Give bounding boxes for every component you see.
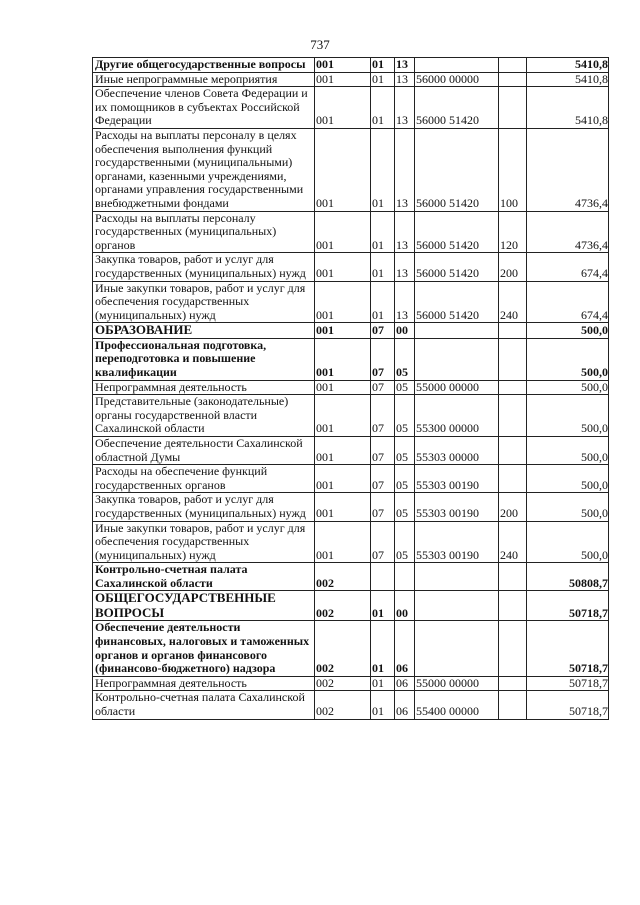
table-row [93, 58, 609, 73]
row-subsection-code: 06 [395, 621, 415, 676]
row-target-article-code: 56000 51420 [415, 128, 499, 211]
row-section-code: 01 [371, 211, 395, 253]
row-target-article-code: 56000 51420 [415, 253, 499, 281]
table-row [93, 211, 609, 253]
row-expense-type-code [499, 621, 527, 676]
table-row [93, 87, 609, 129]
row-expense-type-code [499, 676, 527, 691]
row-amount: 500,0 [527, 338, 609, 380]
row-target-article-code: 55400 00000 [415, 691, 499, 719]
row-target-article-code: 55303 00190 [415, 521, 499, 563]
row-amount: 50718,7 [527, 691, 609, 719]
row-ved-code: 002 [315, 691, 371, 719]
page-number: 737 [310, 37, 330, 52]
row-amount: 5410,8 [527, 87, 609, 129]
row-section-code: 07 [371, 338, 395, 380]
row-subsection-code [395, 563, 415, 591]
table-row [93, 621, 609, 676]
table-row [93, 676, 609, 691]
row-subsection-code: 05 [395, 338, 415, 380]
row-target-article-code: 56000 51420 [415, 87, 499, 129]
row-target-article-code [415, 591, 499, 621]
row-name: Обеспечение деятельности Сахалинской областной Думы [93, 436, 315, 464]
row-ved-code: 001 [315, 380, 371, 395]
row-expense-type-code: 200 [499, 253, 527, 281]
row-ved-code: 001 [315, 436, 371, 464]
table-row [93, 465, 609, 493]
row-expense-type-code [499, 563, 527, 591]
row-expense-type-code [499, 87, 527, 129]
row-name: Представительные (законодательные) органы государственной власти Сахалинской области [93, 395, 315, 437]
row-section-code: 01 [371, 621, 395, 676]
row-target-article-code [415, 621, 499, 676]
row-ved-code: 001 [315, 128, 371, 211]
table-row [93, 691, 609, 719]
row-ved-code: 001 [315, 338, 371, 380]
table-row [93, 338, 609, 380]
row-target-article-code [415, 58, 499, 73]
row-target-article-code: 56000 00000 [415, 72, 499, 87]
table-row [93, 493, 609, 521]
row-ved-code: 001 [315, 465, 371, 493]
row-subsection-code: 06 [395, 691, 415, 719]
row-expense-type-code [499, 436, 527, 464]
row-section-code: 01 [371, 72, 395, 87]
row-subsection-code: 13 [395, 128, 415, 211]
row-target-article-code: 55300 00000 [415, 395, 499, 437]
row-amount: 674,4 [527, 253, 609, 281]
row-section-code: 01 [371, 58, 395, 73]
row-name: Иные непрограммные мероприятия [93, 72, 315, 87]
row-ved-code: 001 [315, 58, 371, 73]
table-row [93, 521, 609, 563]
table-row [93, 395, 609, 437]
row-ved-code: 001 [315, 493, 371, 521]
row-name: Расходы на выплаты персоналу в целях обеспечения выполнения функций государственными (муниципальными) органами, казенными учреждениями, органами управления государственными внебюджетными фондами [93, 128, 315, 211]
row-name: ОБРАЗОВАНИЕ [93, 323, 315, 339]
row-ved-code: 001 [315, 72, 371, 87]
row-expense-type-code [499, 323, 527, 339]
row-ved-code: 002 [315, 563, 371, 591]
row-target-article-code: 55000 00000 [415, 380, 499, 395]
row-subsection-code: 05 [395, 436, 415, 464]
row-expense-type-code: 120 [499, 211, 527, 253]
row-ved-code: 001 [315, 323, 371, 339]
row-name: Контрольно-счетная палата Сахалинской области [93, 691, 315, 719]
row-section-code: 01 [371, 128, 395, 211]
row-section-code: 01 [371, 591, 395, 621]
row-subsection-code: 05 [395, 465, 415, 493]
row-ved-code: 001 [315, 395, 371, 437]
row-amount: 500,0 [527, 380, 609, 395]
row-section-code: 07 [371, 493, 395, 521]
table-row [93, 281, 609, 323]
row-subsection-code: 00 [395, 323, 415, 339]
row-ved-code: 002 [315, 621, 371, 676]
row-name: Непрограммная деятельность [93, 380, 315, 395]
row-subsection-code: 13 [395, 87, 415, 129]
row-ved-code: 001 [315, 87, 371, 129]
row-expense-type-code: 240 [499, 281, 527, 323]
row-amount: 4736,4 [527, 128, 609, 211]
row-section-code: 07 [371, 436, 395, 464]
row-name: Иные закупки товаров, работ и услуг для обеспечения государственных (муниципальных) нужд [93, 521, 315, 563]
row-section-code: 01 [371, 281, 395, 323]
row-name: Иные закупки товаров, работ и услуг для обеспечения государственных (муниципальных) нужд [93, 281, 315, 323]
row-name: Обеспечение членов Совета Федерации и их помощников в субъектах Российской Федерации [93, 87, 315, 129]
row-target-article-code: 55303 00190 [415, 465, 499, 493]
row-expense-type-code [499, 380, 527, 395]
row-target-article-code: 55303 00000 [415, 436, 499, 464]
row-subsection-code: 13 [395, 72, 415, 87]
row-amount: 50718,7 [527, 591, 609, 621]
row-expense-type-code [499, 58, 527, 73]
budget-table [92, 57, 609, 720]
row-section-code: 07 [371, 323, 395, 339]
row-expense-type-code: 200 [499, 493, 527, 521]
row-section-code: 07 [371, 395, 395, 437]
row-section-code: 01 [371, 253, 395, 281]
row-amount: 500,0 [527, 395, 609, 437]
row-expense-type-code [499, 591, 527, 621]
table-row [93, 436, 609, 464]
row-subsection-code: 05 [395, 521, 415, 563]
row-amount: 50808,7 [527, 563, 609, 591]
row-ved-code: 001 [315, 281, 371, 323]
table-row [93, 128, 609, 211]
row-name: Расходы на обеспечение функций государственных органов [93, 465, 315, 493]
row-name: Профессиональная подготовка, переподготовка и повышение квалификации [93, 338, 315, 380]
row-expense-type-code [499, 395, 527, 437]
row-name: Обеспечение деятельности финансовых, налоговых и таможенных органов и органов финансового (финансово-бюджетного) надзора [93, 621, 315, 676]
row-expense-type-code: 240 [499, 521, 527, 563]
row-name: Другие общегосударственные вопросы [93, 58, 315, 73]
table-row [93, 380, 609, 395]
row-name: Закупка товаров, работ и услуг для государственных (муниципальных) нужд [93, 493, 315, 521]
row-amount: 500,0 [527, 521, 609, 563]
table-row [93, 323, 609, 339]
row-section-code: 07 [371, 380, 395, 395]
row-section-code: 07 [371, 521, 395, 563]
table-row [93, 253, 609, 281]
row-target-article-code: 55303 00190 [415, 493, 499, 521]
row-ved-code: 001 [315, 211, 371, 253]
row-name: Непрограммная деятельность [93, 676, 315, 691]
row-subsection-code: 13 [395, 211, 415, 253]
row-target-article-code: 56000 51420 [415, 211, 499, 253]
row-name: ОБЩЕГОСУДАРСТВЕННЫЕ ВОПРОСЫ [93, 591, 315, 621]
row-subsection-code: 13 [395, 253, 415, 281]
row-subsection-code: 13 [395, 58, 415, 73]
row-ved-code: 001 [315, 521, 371, 563]
row-expense-type-code: 100 [499, 128, 527, 211]
row-amount: 500,0 [527, 465, 609, 493]
row-amount: 500,0 [527, 493, 609, 521]
row-section-code: 01 [371, 691, 395, 719]
row-target-article-code [415, 563, 499, 591]
table-row [93, 591, 609, 621]
row-amount: 500,0 [527, 323, 609, 339]
row-target-article-code: 55000 00000 [415, 676, 499, 691]
table-row [93, 72, 609, 87]
row-expense-type-code [499, 465, 527, 493]
row-expense-type-code [499, 338, 527, 380]
row-ved-code: 001 [315, 253, 371, 281]
row-amount: 5410,8 [527, 72, 609, 87]
row-section-code: 01 [371, 676, 395, 691]
row-subsection-code: 06 [395, 676, 415, 691]
row-subsection-code: 05 [395, 493, 415, 521]
row-amount: 674,4 [527, 281, 609, 323]
row-ved-code: 002 [315, 676, 371, 691]
budget-table-body [93, 58, 609, 720]
row-section-code: 07 [371, 465, 395, 493]
row-name: Расходы на выплаты персоналу государственных (муниципальных) органов [93, 211, 315, 253]
row-amount: 5410,8 [527, 58, 609, 73]
row-amount: 500,0 [527, 436, 609, 464]
row-name: Контрольно-счетная палата Сахалинской области [93, 563, 315, 591]
row-subsection-code: 05 [395, 380, 415, 395]
row-target-article-code [415, 323, 499, 339]
row-ved-code: 002 [315, 591, 371, 621]
row-amount: 50718,7 [527, 676, 609, 691]
row-name: Закупка товаров, работ и услуг для государственных (муниципальных) нужд [93, 253, 315, 281]
row-target-article-code: 56000 51420 [415, 281, 499, 323]
row-subsection-code: 13 [395, 281, 415, 323]
row-subsection-code: 00 [395, 591, 415, 621]
row-section-code [371, 563, 395, 591]
row-amount: 4736,4 [527, 211, 609, 253]
row-subsection-code: 05 [395, 395, 415, 437]
row-expense-type-code [499, 72, 527, 87]
row-amount: 50718,7 [527, 621, 609, 676]
row-expense-type-code [499, 691, 527, 719]
table-row [93, 563, 609, 591]
row-target-article-code [415, 338, 499, 380]
row-section-code: 01 [371, 87, 395, 129]
